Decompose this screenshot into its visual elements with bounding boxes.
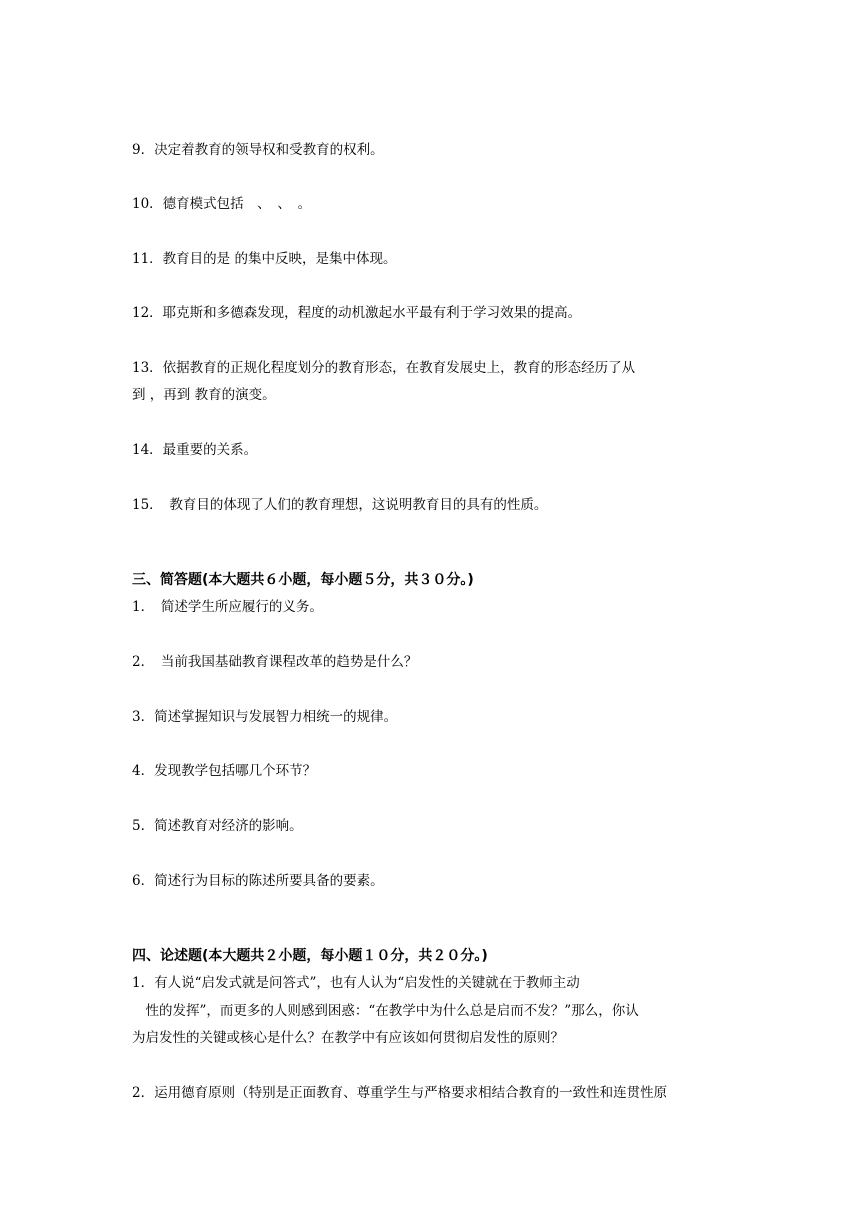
short-answer-1: 1． 简述学生所应履行的义务。	[132, 599, 323, 615]
question-13-line-1: 13．依据教育的正规化程度划分的教育形态，在教育发展史上，教育的形态经历了从	[132, 360, 636, 376]
essay-2-line-1: 2．运用德育原则（特别是正面教育、尊重学生与严格要求相结合教育的一致性和连贯性原	[132, 1085, 668, 1101]
short-answer-2: 2． 当前我国基础教育课程改革的趋势是什么？	[132, 654, 418, 670]
question-9: 9．决定着教育的领导权和受教育的权利。	[132, 142, 384, 158]
question-15: 15． 教育目的体现了人们的教育理想，这说明教育目的具有的性质。	[132, 497, 548, 513]
short-answer-4: 4．发现教学包括哪几个环节？	[132, 763, 317, 779]
short-answer-5: 5．简述教育对经济的影响。	[132, 818, 303, 834]
question-12: 12．耶克斯和多德森发现，程度的动机激起水平最有利于学习效果的提高。	[132, 305, 582, 321]
question-13-line-2: 到 ，再到 教育的演变。	[132, 387, 276, 403]
section-3-heading: 三、简答题(本大题共６小题，每小题５分，共３０分。)	[132, 572, 474, 588]
question-14: 14．最重要的关系。	[132, 442, 258, 458]
short-answer-6: 6．简述行为目标的陈述所要具备的要素。	[132, 873, 384, 889]
essay-1-line-3: 为启发性的关键或核心是什么？在教学中有应该如何贯彻启发性的原则？	[132, 1030, 564, 1046]
question-11: 11．教育目的是 的集中反映，是集中体现。	[132, 251, 397, 267]
essay-1-line-2: 性的发挥”，而更多的人则感到困惑：“在教学中为什么总是启而不发？”那么，你认	[132, 1003, 639, 1019]
question-10: 10．德育模式包括 、 、 。	[132, 196, 312, 212]
essay-1-line-1: 1．有人说“启发式就是问答式”，也有人认为“启发性的关键就在于教师主动	[132, 975, 580, 991]
short-answer-3: 3．简述掌握知识与发展智力相统一的规律。	[132, 709, 398, 725]
section-4-heading: 四、论述题(本大题共２小题，每小题１０分，共２０分。)	[132, 948, 488, 964]
